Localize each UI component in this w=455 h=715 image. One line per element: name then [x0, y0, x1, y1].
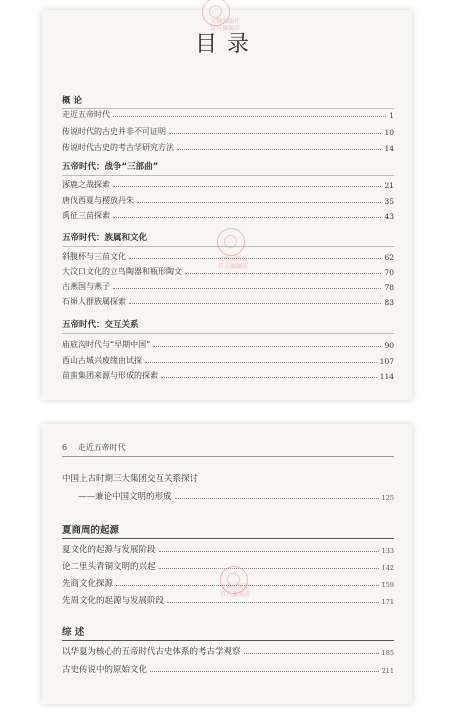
header-rule — [62, 456, 394, 457]
section-heading: 五帝时代：战争“三部曲” — [62, 162, 159, 172]
toc-entry-subtitle[interactable]: ——兼论中国文明的形成 125 — [78, 492, 394, 502]
running-header: 6 走近五帝时代 — [62, 443, 126, 452]
toc-page-1 — [42, 10, 412, 400]
toc-entry[interactable]: 传说时代的古史并非不可证明 10 — [62, 127, 394, 137]
section-heading: 五帝时代：交互关系 — [62, 320, 139, 330]
divider — [62, 175, 394, 176]
toc-entry[interactable]: 走近五帝时代 1 — [62, 110, 394, 120]
toc-entry[interactable]: 传说时代古史的考古学研究方法 14 — [62, 143, 394, 153]
toc-entry[interactable]: 古燕国与燕子 78 — [62, 282, 394, 292]
toc-entry[interactable]: 古史传说中的原始文化 211 — [62, 665, 394, 675]
toc-entry[interactable]: 先周文化的起源与发展阶段 171 — [62, 596, 394, 606]
page-title: 目录 — [194, 32, 259, 57]
section-heading: 夏商周的起源 — [62, 525, 120, 536]
toc-entry[interactable]: 斜腹杯与三苗文化 62 — [62, 252, 394, 262]
toc-entry[interactable]: 中国上古时期三大集团交互关系探讨 — [62, 474, 199, 484]
divider — [62, 538, 394, 539]
toc-entry[interactable]: 唐伐西夏与稷放丹朱 35 — [62, 196, 394, 206]
toc-entry[interactable]: 庙底沟时代与“早期中国” 90 — [62, 340, 394, 350]
toc-entry[interactable]: 禹征三苗探索 43 — [62, 211, 394, 221]
toc-entry[interactable]: 以华夏为核心的五帝时代古史体系的考古学观察 185 — [62, 647, 394, 657]
toc-entry[interactable]: 先商文化探源 159 — [62, 579, 394, 589]
section-heading: 五帝时代：族属和文化 — [62, 233, 148, 243]
toc-entry[interactable]: 夏文化的起源与发展阶段 133 — [62, 545, 394, 555]
section-heading: 概 论 — [62, 96, 82, 106]
divider — [62, 640, 394, 641]
toc-page-2 — [42, 424, 412, 704]
watermark: 文物出版社 官方旗舰店 — [220, 584, 251, 598]
section-heading: 综 述 — [62, 627, 85, 638]
toc-entry[interactable]: 涿鹿之战探索 21 — [62, 180, 394, 190]
toc-entry[interactable]: 大汶口文化的立鸟陶器和瓶形陶文 70 — [62, 267, 394, 277]
toc-entry[interactable]: 石峁人群族属探索 83 — [62, 297, 394, 307]
toc-entry[interactable]: 苗蛮集团来源与形成的探索 114 — [62, 371, 394, 381]
watermark: 文物出版社 官方旗舰店 — [218, 256, 249, 270]
divider — [62, 333, 394, 334]
watermark: 文物出版社 官方旗舰店 — [210, 18, 241, 32]
toc-entry[interactable]: 西山古城兴废缘由试探 107 — [62, 356, 394, 366]
toc-entry[interactable]: 论二里头青铜文明的兴起 142 — [62, 562, 394, 572]
publisher-seal-icon — [217, 228, 245, 256]
